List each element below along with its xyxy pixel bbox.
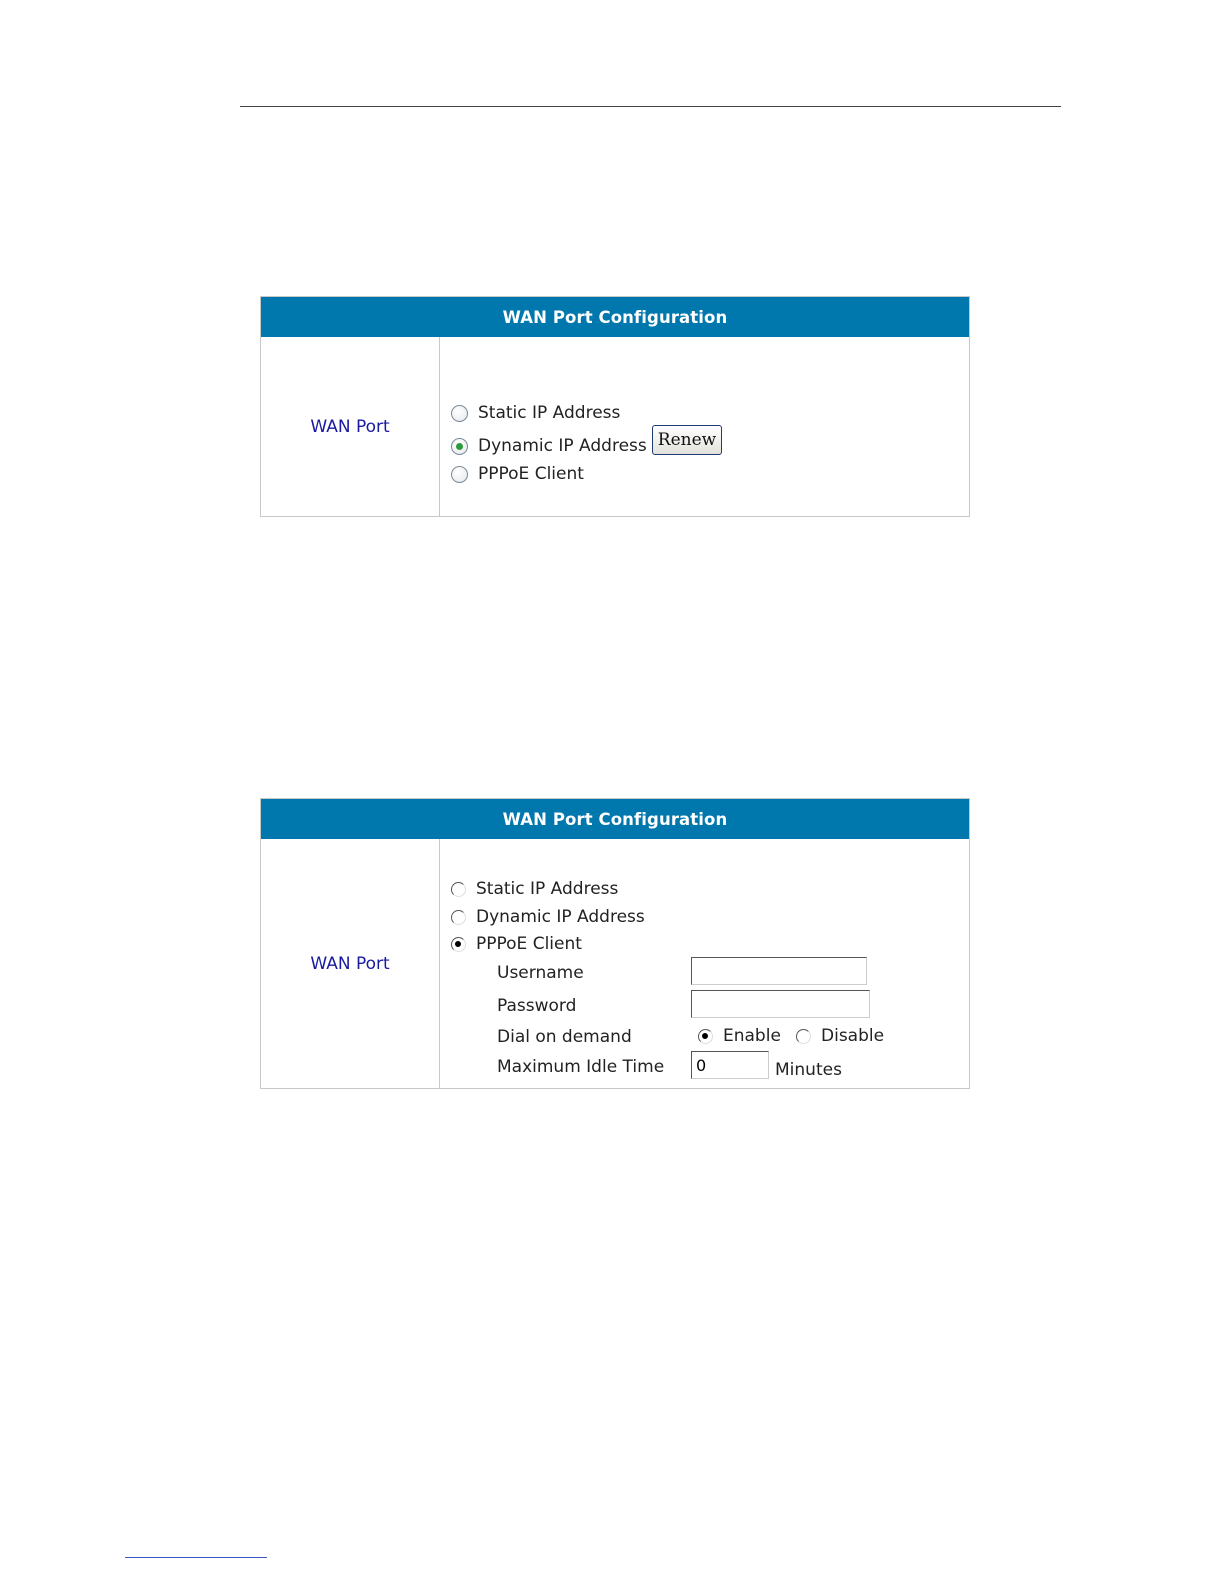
option-pppoe[interactable]: [451, 934, 582, 954]
wan-port-label-cell: [261, 337, 440, 516]
option-pppoe-label: PPPoE Client: [476, 934, 582, 954]
footer-rule: [125, 1557, 267, 1558]
password-input[interactable]: [691, 990, 870, 1018]
option-dynamic-ip-label: Dynamic IP Address: [476, 907, 645, 927]
idle-unit-label: Minutes: [775, 1060, 842, 1080]
panel-title: WAN Port Configuration: [261, 297, 969, 337]
option-static-ip[interactable]: [451, 403, 620, 423]
header-rule: [240, 106, 1061, 107]
dial-disable-option[interactable]: [796, 1026, 884, 1046]
max-idle-time-input[interactable]: [691, 1051, 769, 1079]
wan-config-panel-dynamic: [260, 296, 970, 517]
panel-title: WAN Port Configuration: [261, 799, 969, 839]
option-pppoe[interactable]: [451, 464, 584, 484]
dial-enable-option[interactable]: [698, 1026, 781, 1046]
max-idle-time-label: Maximum Idle Time: [497, 1057, 665, 1077]
dial-on-demand-label: Dial on demand: [497, 1027, 632, 1047]
radio-static-ip[interactable]: [451, 882, 466, 897]
option-pppoe-label: PPPoE Client: [478, 464, 584, 484]
dial-disable-label: Disable: [821, 1026, 885, 1046]
option-dynamic-ip[interactable]: [451, 907, 645, 927]
option-static-ip-label: Static IP Address: [476, 879, 619, 899]
option-dynamic-ip-label: Dynamic IP Address: [478, 436, 647, 456]
option-static-ip-label: Static IP Address: [478, 403, 621, 423]
wan-port-label: WAN Port: [310, 953, 390, 974]
radio-dial-disable[interactable]: [796, 1029, 811, 1044]
username-label: Username: [497, 963, 584, 983]
radio-static-ip[interactable]: [451, 405, 468, 422]
radio-dynamic-ip[interactable]: [451, 438, 468, 455]
username-input[interactable]: [691, 957, 867, 985]
radio-pppoe[interactable]: [451, 466, 468, 483]
dial-enable-label: Enable: [723, 1026, 781, 1046]
renew-button[interactable]: Renew: [652, 425, 722, 455]
password-label: Password: [497, 996, 577, 1016]
wan-config-panel-pppoe: [260, 798, 970, 1089]
option-dynamic-ip[interactable]: [451, 436, 647, 456]
radio-dial-enable[interactable]: [698, 1029, 713, 1044]
wan-port-label-cell: [261, 839, 440, 1088]
radio-dynamic-ip[interactable]: [451, 910, 466, 925]
wan-port-label: WAN Port: [310, 416, 390, 437]
option-static-ip[interactable]: [451, 879, 618, 899]
radio-pppoe[interactable]: [451, 937, 466, 952]
